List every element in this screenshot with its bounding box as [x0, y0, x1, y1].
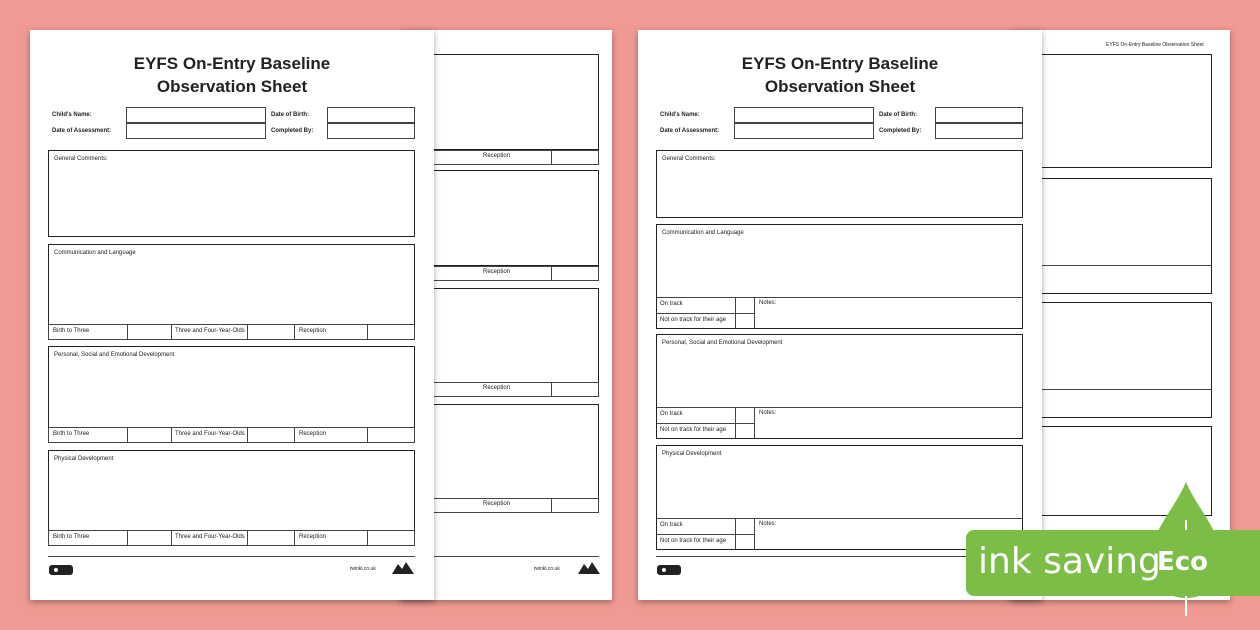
notes-label: Notes: — [759, 521, 777, 527]
twinkl-tree-icon — [390, 560, 416, 576]
band-birth-to-three: Birth to Three — [53, 328, 90, 334]
right-dob-field[interactable] — [935, 107, 1023, 123]
left-communication-band — [48, 324, 415, 340]
left-childs-name-field[interactable] — [126, 107, 266, 123]
twinkl-logo-icon — [576, 560, 602, 576]
back-band-2-label: Reception — [483, 269, 511, 275]
not-on-track-label: Not on track for their age — [660, 427, 727, 433]
right-completed-label: Completed By: — [879, 128, 922, 134]
right-title-line1: EYFS On-Entry Baseline — [741, 54, 939, 73]
on-track-label: On track — [660, 522, 683, 528]
right-pse-box[interactable] — [656, 334, 1023, 439]
band-three-four: Three and Four-Year-Olds — [175, 534, 245, 540]
left-completed-field[interactable] — [327, 123, 415, 139]
left-physical-box[interactable] — [48, 450, 415, 532]
band-three-four: Three and Four-Year-Olds — [175, 328, 245, 334]
right-front-page — [638, 30, 1042, 600]
left-title-line1: EYFS On-Entry Baseline — [133, 54, 331, 73]
band-birth-to-three: Birth to Three — [53, 534, 90, 540]
left-childs-name-label: Child's Name: — [52, 112, 92, 118]
right-physical-label: Physical Development — [662, 451, 722, 457]
left-pse-label: Personal, Social and Emotional Development — [54, 352, 175, 358]
right-general-comments-label: General Comments: — [662, 156, 716, 162]
not-on-track-label: Not on track for their age — [660, 538, 727, 544]
back-band-4-label: Reception — [483, 501, 511, 507]
band-reception: Reception — [299, 328, 327, 334]
right-general-comments-box[interactable] — [656, 150, 1023, 218]
back-footer-text: twinkl.co.uk — [534, 566, 560, 572]
ink-saving-label: ink saving — [978, 541, 1161, 582]
band-birth-to-three: Birth to Three — [53, 431, 90, 437]
left-completed-label: Completed By: — [271, 128, 314, 134]
left-page-title — [30, 52, 434, 98]
left-general-comments-box[interactable] — [48, 150, 415, 237]
left-title-line2: Observation Sheet — [156, 77, 308, 96]
eco-label: Eco — [1157, 547, 1209, 577]
left-dob-label: Date of Birth: — [271, 112, 309, 118]
on-track-label: On track — [660, 411, 683, 417]
band-three-four: Three and Four-Year-Olds — [175, 431, 245, 437]
left-physical-label: Physical Development — [54, 456, 114, 462]
left-communication-box[interactable] — [48, 244, 415, 326]
right-back-header: EYFS On-Entry Baseline Observation Sheet — [1106, 42, 1204, 48]
left-pse-band — [48, 427, 415, 443]
twinkl-logo-icon — [656, 562, 682, 578]
notes-label: Notes: — [759, 410, 777, 416]
left-footer-text: twinkl.co.uk — [350, 566, 376, 572]
band-reception: Reception — [299, 431, 327, 437]
right-doa-field[interactable] — [734, 123, 874, 139]
left-doa-field[interactable] — [126, 123, 266, 139]
right-childs-name-label: Child's Name: — [660, 112, 700, 118]
band-reception: Reception — [299, 534, 327, 540]
on-track-label: On track — [660, 301, 683, 307]
twinkl-logo-icon — [48, 562, 74, 578]
right-dob-label: Date of Birth: — [879, 112, 917, 118]
left-communication-label: Communication and Language — [54, 250, 136, 256]
right-childs-name-field[interactable] — [734, 107, 874, 123]
right-completed-field[interactable] — [935, 123, 1023, 139]
left-dob-field[interactable] — [327, 107, 415, 123]
right-communication-label: Communication and Language — [662, 230, 744, 236]
right-communication-box[interactable] — [656, 224, 1023, 329]
not-on-track-label: Not on track for their age — [660, 317, 727, 323]
right-pse-label: Personal, Social and Emotional Development — [662, 340, 783, 346]
left-doa-label: Date of Assessment: — [52, 128, 112, 134]
left-pse-box[interactable] — [48, 346, 415, 428]
back-band-1-label: Reception — [483, 153, 511, 159]
left-general-comments-label: General Comments: — [54, 156, 108, 162]
right-doa-label: Date of Assessment: — [660, 128, 720, 134]
right-page-title — [638, 52, 1042, 98]
right-title-line2: Observation Sheet — [764, 77, 916, 96]
left-physical-band — [48, 530, 415, 546]
back-band-3-label: Reception — [483, 385, 511, 391]
notes-label: Notes: — [759, 300, 777, 306]
left-front-page — [30, 30, 434, 600]
